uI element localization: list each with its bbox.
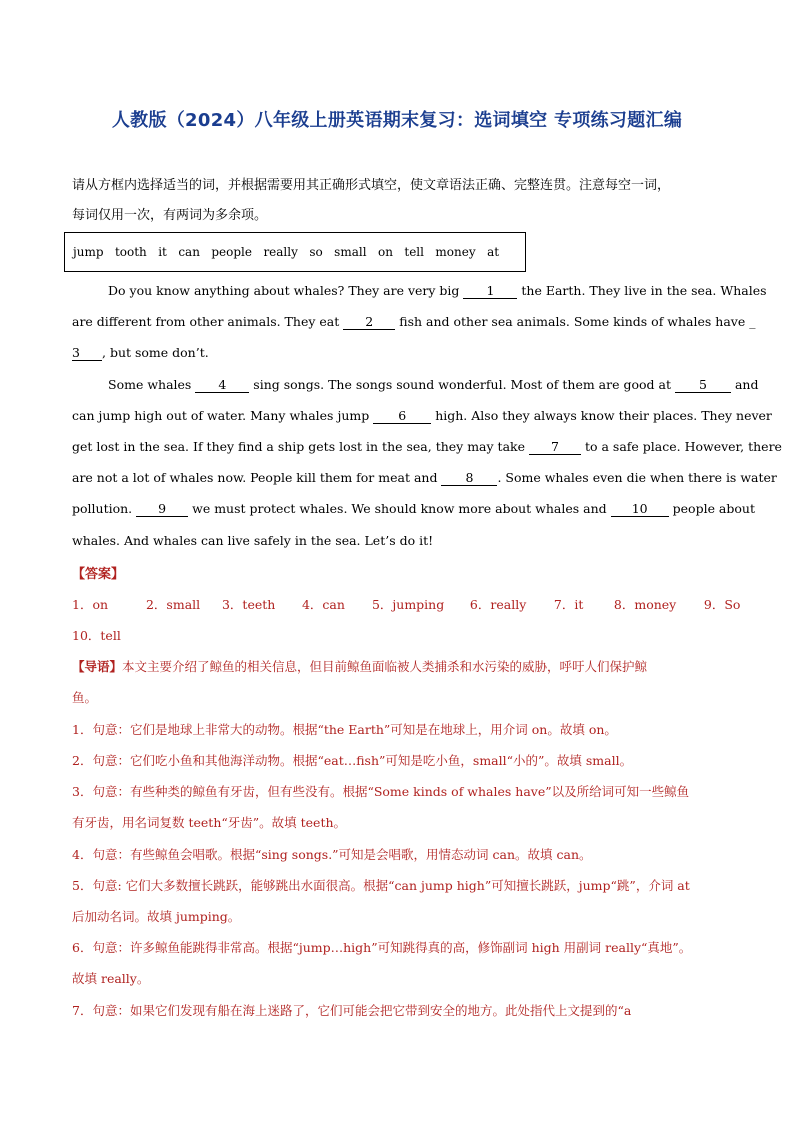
answer-row [72, 595, 744, 613]
blank-10: 10 [611, 502, 669, 517]
passage-line [72, 408, 772, 424]
passage-line [72, 470, 777, 486]
blank-5: 5 [675, 378, 731, 393]
explanation-line: 4．句意：有些鲸鱼会唱歌。根据“sing songs.”可知是会唱歌，用情态动词 can。故填 can。 [72, 847, 592, 862]
passage-text: Do you know anything about whales? They are very big [108, 283, 460, 298]
answer-item: 8．money [613, 597, 677, 612]
passage-line [72, 533, 720, 548]
passage-line [72, 314, 756, 330]
blank-3: 3 [72, 346, 102, 361]
passage-text: fish and other sea animals. Some kinds of whales have _ [399, 314, 756, 329]
answer-item: 6．really [469, 597, 527, 612]
passage-line [72, 439, 782, 455]
explanation-line: 有牙齿，用名词复数 teeth“牙齿”。故填 teeth。 [72, 815, 347, 830]
passage-line [108, 377, 759, 393]
passage-text: we must protect whales. We should know more about whales and [192, 501, 607, 516]
explanation-line: 2．句意：它们吃小鱼和其他海洋动物。根据“eat…fish”可知是吃小鱼，small“小的”。故填 small。 [72, 753, 633, 768]
word-box [64, 232, 526, 272]
explanation-line: 6．句意：许多鲸鱼能跳得非常高。根据“jump…high”可知跳得真的高，修饰副词 high 用副词 really“真地”。 [72, 940, 692, 955]
passage-text: , but some don’t. [102, 345, 209, 360]
answer-item: 9．So [703, 597, 741, 612]
instructions-line-2: 每词仅用一次，有两词为多余项。 [72, 208, 268, 223]
passage-text: . Some whales even die when there is water [497, 470, 777, 485]
passage-text: Some whales [108, 377, 192, 392]
passage-text: are different from other animals. They eat [72, 314, 340, 329]
blank-1: 1 [463, 284, 517, 299]
blank-4: 4 [195, 378, 249, 393]
answer-heading: 【答案】 [72, 567, 125, 582]
guide-text: 本文主要介绍了鲸鱼的相关信息，但目前鲸鱼面临被人类捕杀和水污染的威胁，呼吁人们保护鲸 [122, 659, 648, 674]
answer-item: 3．teeth [221, 597, 276, 612]
explanation-line: 后加动名词。故填 jumping。 [72, 909, 241, 924]
explanation-line: 7．句意：如果它们发现有船在海上迷路了，它们可能会把它带到安全的地方。此处指代上文提到的“a [72, 1003, 632, 1018]
passage-text: people about [672, 501, 755, 516]
passage-line [72, 345, 720, 361]
guide-line [72, 657, 732, 675]
page-title: 人教版（2024）八年级上册英语期末复习：选词填空 专项练习题汇编 [111, 110, 683, 131]
passage-text: get lost in the sea. If they find a ship gets lost in the sea, they may take [72, 439, 525, 454]
answer-item: 1．on [72, 597, 109, 612]
answer-item: 2．small [145, 597, 201, 612]
passage-text: whales. And whales can live safely in the sea. Let’s do it! [72, 533, 434, 548]
passage-text: are not a lot of whales now. People kill them for meat and [72, 470, 438, 485]
passage-line [108, 283, 767, 299]
passage-text: can jump high out of water. Many whales jump [72, 408, 370, 423]
blank-6: 6 [373, 409, 431, 424]
passage-text: sing songs. The songs sound wonderful. Most of them are good at [253, 377, 671, 392]
answer-row [72, 626, 121, 644]
answer-item: 4．can [301, 597, 345, 612]
passage-text: pollution. [72, 501, 133, 516]
explanation-line: 故填 really。 [72, 971, 150, 986]
answer-item: 5．jumping [371, 597, 445, 612]
answer-item: 10．tell [72, 628, 121, 643]
explanation-line: 1．句意：它们是地球上非常大的动物。根据“the Earth”可知是在地球上，用介词 on。故填 on。 [72, 722, 617, 737]
passage-text: to a safe place. However, there [584, 439, 782, 454]
blank-8: 8 [441, 471, 497, 486]
word-box-text: jump tooth it can people really so small on tell money at [73, 245, 500, 259]
guide-label: 【导语】 [72, 659, 123, 674]
passage-text: the Earth. They live in the sea. Whales [521, 283, 767, 298]
blank-9: 9 [136, 502, 188, 517]
answer-item: 7．it [553, 597, 584, 612]
passage-text: and [734, 377, 759, 392]
guide-line: 鱼。 [72, 690, 98, 705]
explanation-line: 3．句意：有些种类的鲸鱼有牙齿，但有些没有。根据“Some kinds of whales have”以及所给词可知一些鲸鱼 [72, 784, 690, 799]
passage-line [72, 501, 755, 517]
instructions-line-1: 请从方框内选择适当的词，并根据需要用其正确形式填空，使文章语法正确、完整连贯。注意每空一词， [72, 178, 671, 193]
explanation-line: 5．句意: 它们大多数擅长跳跃，能够跳出水面很高。根据“can jump high”可知擅长跳跃，jump“跳”，介词 at [72, 878, 690, 893]
blank-7: 7 [529, 440, 581, 455]
blank-2: 2 [343, 315, 395, 330]
passage-text: high. Also they always know their places. They never [435, 408, 772, 423]
